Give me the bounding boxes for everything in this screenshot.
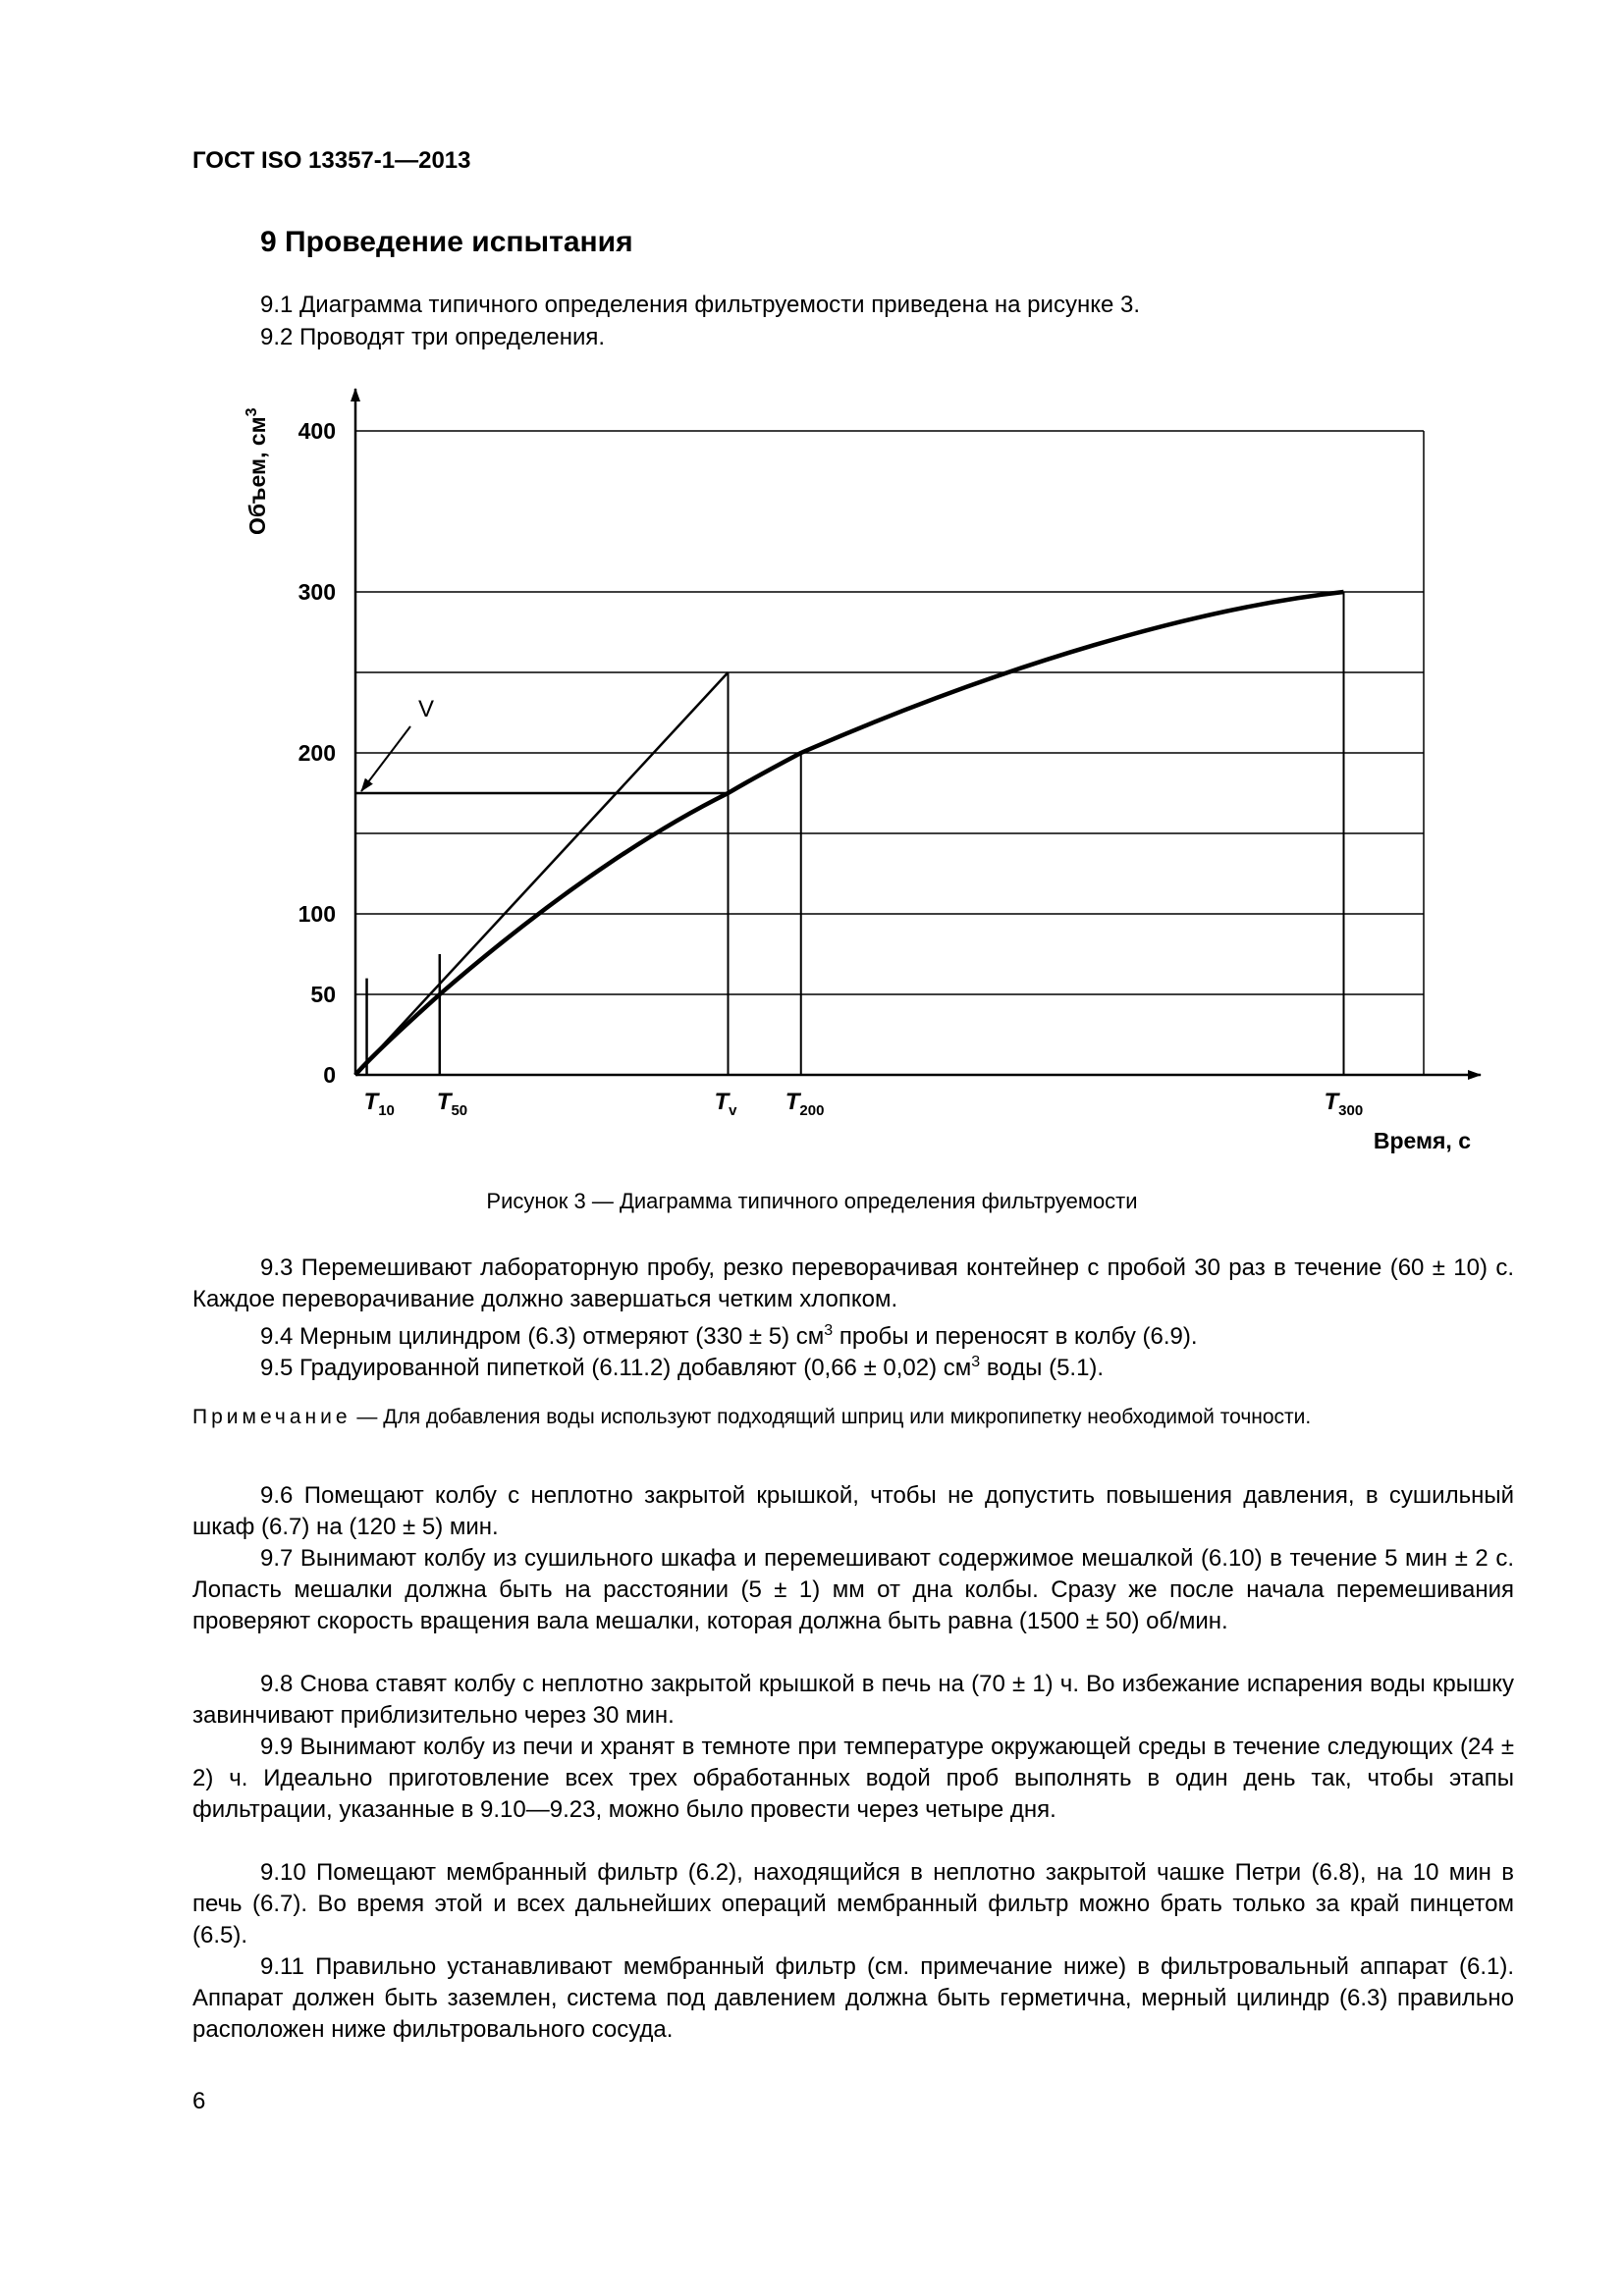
y-tick-label-100: 100	[298, 901, 336, 927]
document-code-header: ГОСТ ISO 13357-1—2013	[192, 147, 471, 174]
paragraph-9-3: 9.3 Перемешивают лабораторную пробу, резко переворачивая контейнер с пробой 30 раз в течение (60 ± 10) с. Каждое переворачивание должно завершаться четким хлопком.	[192, 1255, 1514, 1312]
x-mark-subscript: 200	[799, 1102, 825, 1119]
x-mark-subscript: 50	[451, 1102, 468, 1119]
paragraph-9-5-post: воды (5.1).	[980, 1355, 1105, 1381]
x-mark-label-50: $T_{50}$	[436, 1089, 468, 1119]
y-tick-label-50: 50	[310, 982, 336, 1007]
x-mark-subscript: v	[729, 1102, 737, 1119]
y-tick-label-300: 300	[298, 579, 336, 605]
paragraph-9-2: 9.2 Проводят три определения.	[260, 324, 606, 350]
x-mark-label-300: $T_{300}$	[1324, 1089, 1364, 1119]
x-mark-subscript: 300	[1338, 1102, 1364, 1119]
note-text: — Для добавления воды используют подходящий шприц или микропипетку необходимой точности.	[351, 1406, 1312, 1428]
note	[192, 1402, 1514, 1433]
paragraph-9-10: 9.10 Помещают мембранный фильтр (6.2), находящийся в неплотно закрытой чашке Петри (6.8), на 10 мин в печь (6.7). Во время этой и всех дальнейших операций мембранный фильтр можно брать только за край пинцетом (6.5).	[192, 1859, 1514, 1949]
paragraph-9-4-pre: 9.4 Мерным цилиндром (6.3) отмеряют (330 ± 5) см	[260, 1323, 825, 1350]
x-mark-label-200: $T_{200}$	[785, 1089, 825, 1119]
y-axis-title-sup: 3	[244, 407, 260, 417]
figure-caption: Рисунок 3 — Диаграмма типичного определения фильтруемости	[486, 1189, 1138, 1213]
page-number: 6	[192, 2088, 206, 2114]
x-mark-label-v: $T_v$	[714, 1089, 737, 1119]
chart-labels	[244, 407, 1471, 1153]
y-tick-label-400: 400	[298, 418, 336, 444]
paragraph-9-7: 9.7 Вынимают колбу из сушильного шкафа и перемешивают содержимое мешалкой (6.10) в течение 5 мин ± 2 с. Лопасть мешалки должна быть на расстоянии (5 ± 1) мм от дна колбы. Сразу же после начала перемешивания проверяют скорость вращения вала мешалки, которая должна быть равна (1500 ± 50) об/мин.	[192, 1545, 1514, 1634]
chart-frame	[355, 389, 1481, 1075]
paragraph-9-8: 9.8 Снова ставят колбу с неплотно закрытой крышкой в печь на (70 ± 1) ч. Во избежание испарения воды крышку завинчивают приблизительно через 30 мин.	[192, 1671, 1514, 1729]
superscript: 3	[971, 1354, 981, 1370]
x-mark-label-10: $T_{10}$	[363, 1089, 395, 1119]
paragraph-9-9: 9.9 Вынимают колбу из печи и хранят в темноте при температуре окружающей среды в течение следующих (24 ± 2) ч. Идеально приготовление всех трех обработанных водой проб выполнять в один день так, чтобы этапы фильтрации, указанные в 9.10—9.23, можно было провести через четыре дня.	[192, 1734, 1514, 1823]
paragraph-9-6: 9.6 Помещают колбу с неплотно закрытой крышкой, чтобы не допустить повышения давления, в сушильный шкаф (6.7) на (120 ± 5) мин.	[192, 1482, 1514, 1540]
section-title: 9 Проведение испытания	[260, 226, 633, 258]
paragraph-9-1: 9.1 Диаграмма типичного определения фильтруемости приведена на рисунке 3.	[260, 292, 1140, 318]
paragraph-9-5	[192, 1347, 1514, 1384]
tangent-line	[355, 672, 729, 1075]
y-tick-label-200: 200	[298, 740, 336, 766]
x-mark-subscript: 10	[378, 1102, 395, 1119]
y-tick-label-0: 0	[323, 1062, 336, 1088]
superscript: 3	[824, 1322, 834, 1339]
note-lead: Примечание	[192, 1406, 352, 1428]
y-axis-title: Объем, $см^3$	[244, 407, 270, 535]
paragraph-9-4-post: пробы и переносят в колбу (6.9).	[833, 1323, 1198, 1350]
paragraph-9-5-pre: 9.5 Градуированной пипеткой (6.11.2) добавляют (0,66 ± 0,02) см	[260, 1355, 972, 1381]
x-axis-title: Время, с	[1373, 1128, 1471, 1153]
paragraph-9-11: 9.11 Правильно устанавливают мембранный фильтр (см. примечание ниже) в фильтровальный аппарат (6.1). Аппарат должен быть заземлен, система под давлением должна быть герметична, мерный цилиндр (6.3) правильно расположен ниже фильтровального сосуда.	[192, 1953, 1514, 2043]
v-label: V	[418, 696, 435, 722]
chart-gridlines	[355, 431, 1424, 994]
v-arrow	[361, 726, 410, 791]
